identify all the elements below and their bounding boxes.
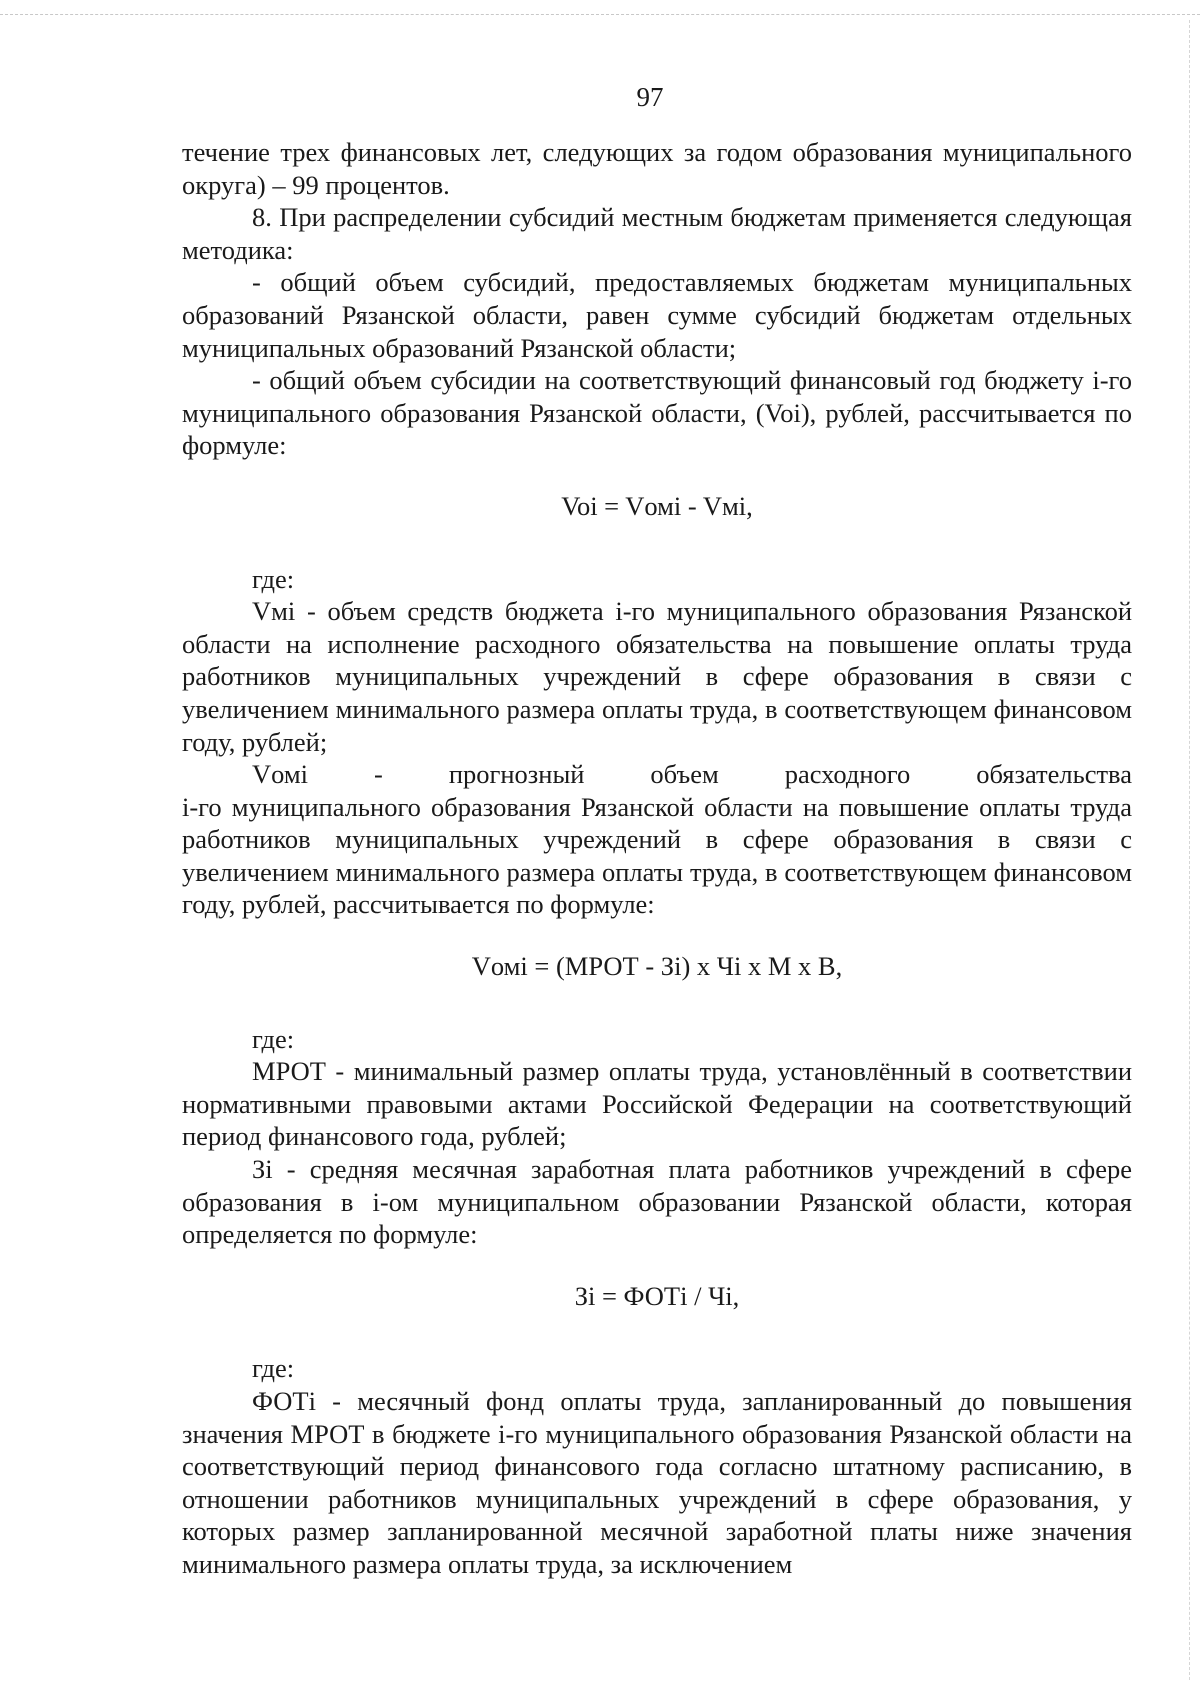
paragraph-continuation: течение трех финансовых лет, следующих за годом образования муниципального округа) – 99 процентов.: [182, 137, 1132, 200]
paragraph-vomi-first-line: [182, 758, 1132, 791]
paragraph-vomi: i-го муниципального образования Рязанской области на повышение оплаты труда работников муниципальных учреждений в сфере образования в связи с увеличением минимального размера оплаты труда, в соответствующем финансовом году, рублей, рассчитывается по формуле:: [182, 791, 1132, 920]
paragraph-zi: Зi - средняя месячная заработная плата работников учреждений в сфере образования в i-ом муниципальном образовании Рязанской области, которая определяется по формуле:: [182, 1154, 1132, 1250]
paragraph-vmi: Vмi - объем средств бюджета i-го муниципального образования Рязанской области на исполнение расходного обязательства на повышение оплаты труда работников муниципальных учреждений в сфере образования в связи с увеличением минимального размера оплаты труда, в соответствующем финансовом году, рублей;: [182, 596, 1132, 757]
paragraph-total-volume: - общий объем субсидий, предоставляемых бюджетам муниципальных образований Рязанской области, равен сумме субсидий бюджетам отдельных муниципальных образований Рязанской области;: [182, 267, 1132, 363]
word: обязательства: [976, 759, 1132, 790]
page-number: 97: [636, 82, 664, 112]
word: Vомi: [252, 759, 309, 790]
scan-artifact-top: [0, 14, 1200, 17]
formula-voi: Voi = Vомi - Vмi,: [561, 490, 753, 521]
scan-artifact-right: [1189, 20, 1192, 1680]
paragraph-subsidy-volume: - общий объем субсидии на соответствующий финансовый год бюджету i-го муниципального образования Рязанской области, (Voi), рублей, рассчитывается по формуле:: [182, 365, 1132, 461]
paragraph-mrot: МРОТ - минимальный размер оплаты труда, установлённый в соответствии нормативными правовыми актами Российской Федерации на соответствующий период финансового года, рублей;: [182, 1056, 1132, 1152]
paragraph-item-8: 8. При распределении субсидий местным бюджетам применяется следующая методика:: [182, 202, 1132, 265]
word: расходного: [784, 759, 911, 790]
paragraph-foti: ФОТi - месячный фонд оплаты труда, запланированный до повышения значения МРОТ в бюджете i-го муниципального образования Рязанской области на соответствующий период финансового года согласно штатному расписанию, в отношении работников муниципальных учреждений в сфере образования, у которых размер запланированной месячной заработной платы ниже значения минимального размера оплаты труда, за исключением: [182, 1386, 1132, 1579]
formula-zi: Зi = ФОТi / Чi,: [574, 1280, 740, 1311]
where-label: где:: [252, 563, 295, 594]
word: объем: [650, 759, 719, 790]
document-body: [182, 136, 1132, 1581]
word: прогнозный: [448, 759, 585, 790]
word: -: [374, 759, 383, 790]
where-label: где:: [252, 1353, 295, 1384]
where-label: где:: [252, 1023, 295, 1054]
formula-vomi: Vомi = (МРОТ - Зi) х Чi х М х В,: [471, 951, 843, 982]
